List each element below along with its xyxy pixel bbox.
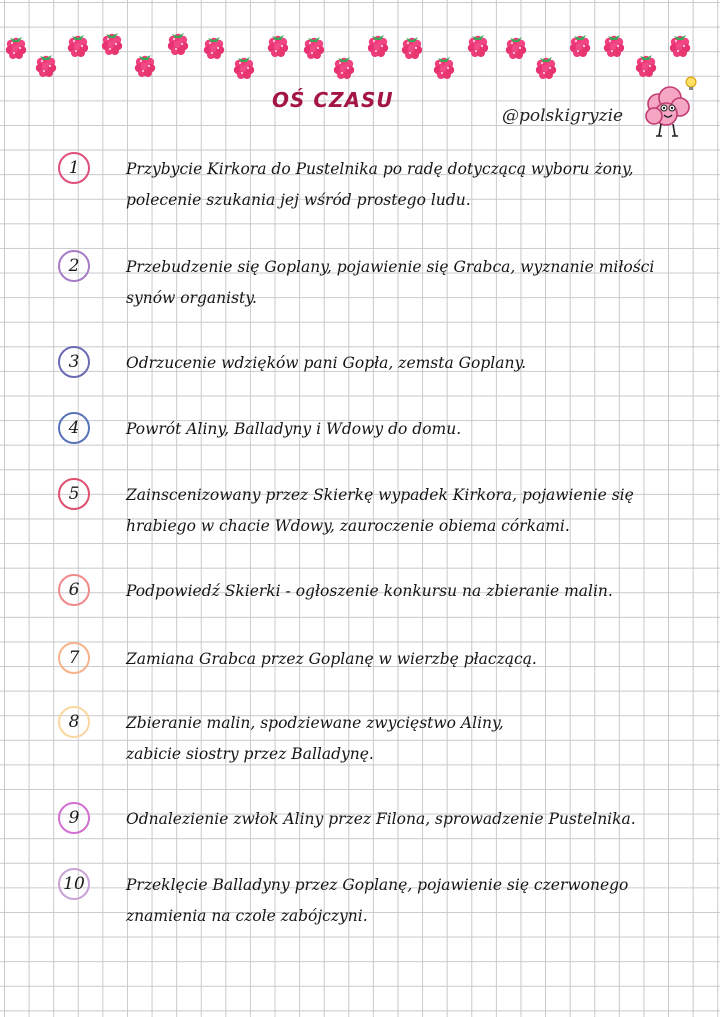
raspberry-icon [268,35,288,57]
event-text [126,252,716,314]
brain-mascot-icon [636,74,698,140]
raspberry-icon [168,33,188,55]
raspberry-icon [6,37,26,59]
event-line: Powrót Aliny, Balladyny i Wdowy do domu. [126,420,462,438]
event-line: polecenie szukania jej wśród prostego ludu. [126,191,471,209]
raspberry-icon [506,37,526,59]
event-line: Odnalezienie zwłok Aliny przez Filona, sprowadzenie Pustelnika. [126,810,636,828]
raspberry-icon [536,57,556,79]
page-title: OŚ CZASU [272,88,394,112]
event-number-badge: 4 [58,412,90,444]
event-number-badge: 7 [58,642,90,674]
raspberry-icon [234,57,254,79]
event-line: Przybycie Kirkora do Pustelnika po radę dotyczącą wyboru żony, [126,160,634,178]
event-text [126,870,716,932]
event-line: Zamiana Grabca przez Goplanę w wierzbę płaczącą. [126,650,537,668]
event-number-badge: 6 [58,574,90,606]
event-line: synów organisty. [126,289,257,307]
event-text [126,480,716,542]
event-line: Przeklęcie Balladyny przez Goplanę, pojawienie się czerwonego [126,876,629,894]
event-text [126,414,716,445]
raspberry-border [0,0,720,90]
author-handle: @polskigryzie [502,106,624,126]
event-line: Zbieranie malin, spodziewane zwycięstwo Aliny, [126,714,504,732]
event-number-badge: 9 [58,802,90,834]
event-line: zabicie siostry przez Balladynę. [126,745,374,763]
raspberry-icon [135,55,155,77]
raspberry-icon [334,57,354,79]
event-line: hrabiego w chacie Wdowy, zauroczenie obiema córkami. [126,517,570,535]
event-number-badge: 1 [58,152,90,184]
raspberry-icon [368,35,388,57]
raspberry-icon [468,35,488,57]
raspberry-icon [570,35,590,57]
raspberry-icon [402,37,422,59]
event-line: Podpowiedź Skierki - ogłoszenie konkursu na zbieranie malin. [126,582,613,600]
event-text [126,644,716,675]
raspberry-icon [670,35,690,57]
event-number-badge: 8 [58,706,90,738]
event-text [126,348,716,379]
raspberry-icon [604,35,624,57]
raspberry-icon [434,57,454,79]
event-number-badge: 3 [58,346,90,378]
event-number-badge: 5 [58,478,90,510]
event-number-badge: 2 [58,250,90,282]
event-number-badge: 10 [58,868,90,900]
event-line: znamienia na czole zabójczyni. [126,907,368,925]
event-line: Przebudzenie się Goplany, pojawienie się Grabca, wyznanie miłości [126,258,655,276]
event-line: Odrzucenie wdzięków pani Gopła, zemsta Goplany. [126,354,527,372]
event-text [126,708,716,770]
raspberry-icon [68,35,88,57]
event-line: Zainscenizowany przez Skierkę wypadek Kirkora, pojawienie się [126,486,634,504]
event-text [126,804,716,835]
event-text [126,576,716,607]
raspberry-icon [36,55,56,77]
event-text [126,154,716,216]
raspberry-icon [204,37,224,59]
raspberry-icon [102,33,122,55]
raspberry-icon [304,37,324,59]
